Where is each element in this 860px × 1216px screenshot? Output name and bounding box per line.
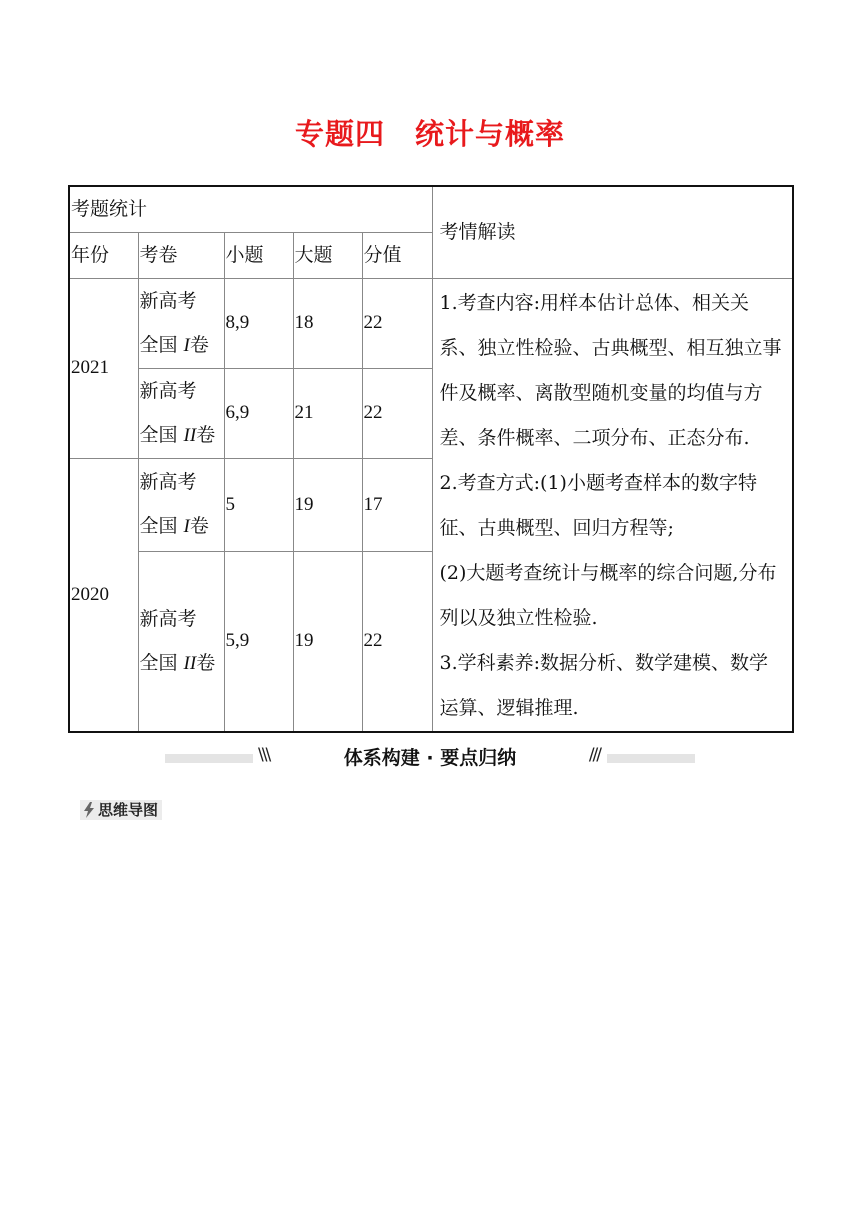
score-cell: 17 — [362, 458, 432, 552]
paper-pre: 全国 — [139, 423, 184, 446]
analysis-p4: 3.学科素养:数据分析、数学建模、数学运算、逻辑推理. — [439, 651, 769, 719]
score-cell: 22 — [362, 552, 432, 732]
paper-post: 卷 — [196, 651, 216, 674]
paper-line1: 新高考 — [139, 471, 197, 494]
table-row — [69, 278, 793, 368]
col-year: 年份 — [69, 232, 138, 278]
paper-post: 卷 — [189, 515, 209, 538]
col-small: 小题 — [224, 232, 293, 278]
analysis-cell — [432, 278, 793, 732]
section-divider — [165, 745, 695, 771]
small-cell: 8,9 — [224, 278, 293, 368]
divider-deco-left: \\\ — [258, 745, 270, 765]
mindmap-label: 思维导图 — [98, 801, 159, 819]
paper-pre: 全国 — [139, 651, 184, 674]
paper-post: 卷 — [196, 423, 216, 446]
paper-cell — [138, 278, 224, 368]
paper-pre: 全国 — [139, 515, 184, 538]
analysis-p1: 1.考查内容:用样本估计总体、相关关系、独立性检验、古典概型、相互独立事件及概率、离散型随机变量的均值与方差、条件概率、二项分布、正态分布. — [439, 291, 782, 449]
big-cell: 19 — [293, 458, 362, 552]
col-score: 分值 — [362, 232, 432, 278]
page-title — [0, 112, 860, 153]
col-big: 大题 — [293, 232, 362, 278]
paper-line1: 新高考 — [139, 607, 197, 630]
col-paper: 考卷 — [138, 232, 224, 278]
lightning-icon — [83, 802, 95, 818]
divider-bar-right — [607, 754, 695, 763]
score-cell: 22 — [362, 368, 432, 458]
paper-roman: I — [183, 334, 190, 356]
year-cell: 2021 — [69, 278, 138, 458]
stats-header: 考题统计 — [69, 186, 432, 232]
paper-cell — [138, 368, 224, 458]
paper-line1: 新高考 — [139, 289, 197, 312]
paper-line1: 新高考 — [139, 379, 197, 402]
big-cell: 21 — [293, 368, 362, 458]
small-cell: 6,9 — [224, 368, 293, 458]
paper-cell — [138, 552, 224, 732]
title-part1: 专题四 — [294, 117, 385, 151]
paper-post: 卷 — [189, 333, 209, 356]
paper-roman: II — [183, 424, 197, 446]
divider-deco-right: /// — [588, 745, 600, 765]
paper-roman: I — [183, 516, 190, 538]
paper-cell — [138, 458, 224, 552]
title-part2: 统计与概率 — [415, 117, 566, 151]
mindmap-heading — [80, 800, 162, 820]
big-cell: 18 — [293, 278, 362, 368]
paper-roman: II — [183, 652, 197, 674]
year-cell: 2020 — [69, 458, 138, 732]
analysis-header: 考情解读 — [432, 186, 793, 278]
score-cell: 22 — [362, 278, 432, 368]
analysis-p3: (2)大题考查统计与概率的综合问题,分布列以及独立性检验. — [439, 561, 777, 629]
exam-stats-table — [68, 185, 794, 733]
section-title: 体系构建 · 要点归纳 — [343, 747, 517, 769]
analysis-p2: 2.考查方式:(1)小题考查样本的数字特征、古典概型、回归方程等; — [439, 471, 757, 539]
small-cell: 5 — [224, 458, 293, 552]
small-cell: 5,9 — [224, 552, 293, 732]
paper-pre: 全国 — [139, 333, 184, 356]
big-cell: 19 — [293, 552, 362, 732]
